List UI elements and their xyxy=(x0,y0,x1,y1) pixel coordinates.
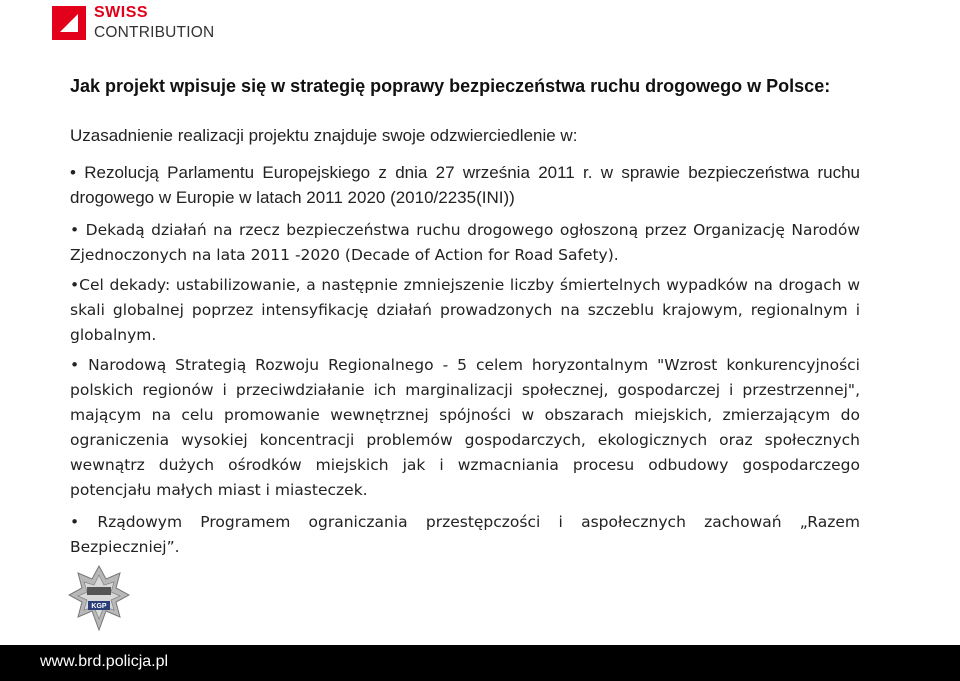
list-item: • Rezolucją Parlamentu Europejskiego z dnia 27 września 2011 r. w sprawie bezpieczeństwa ruchu drogowego w Europie w latach 2011 2020 (2010/2235(INI)) xyxy=(70,163,860,207)
list-item: • Rządowym Programem ograniczania przestępczości i aspołecznych zachowań „Razem Bezpieczniej”. xyxy=(70,513,860,556)
swiss-flag-icon xyxy=(52,6,86,40)
list-item: • Narodową Strategią Rozwoju Regionalnego - 5 celem horyzontalnym "Wzrost konkurencyjności polskich regionów i przeciwdziałanie ich marginalizacji społecznej, gospodarczej i przestrzennej", mającym na celu promowanie wewnętrznej spójności w obszarach miejskich, zmierzającym do ograniczenia wysokiej koncentracji problemów gospodarczych, ekologicznych oraz społecznych wewnątrz dużych ośrodków miejskich jak i wzmacniania procesu odbudowy gospodarczego potencjału małych miast i miasteczek. xyxy=(70,356,860,499)
list-item: •Cel dekady: ustabilizowanie, a następnie zmniejszenie liczby śmiertelnych wypadków na drogach w skali globalnej poprzez intensyfikację działań prowadzonych na szczeblu krajowym, regionalnym i globalnym. xyxy=(70,276,860,344)
brand-line-2: CONTRIBUTION xyxy=(94,24,215,41)
intro-text: Uzasadnienie realizacji projektu znajduje swoje odzwierciedlenie w: xyxy=(70,126,578,145)
svg-text:KGP: KGP xyxy=(91,603,107,610)
swiss-contribution-logo xyxy=(52,4,222,42)
footer-url[interactable]: www.brd.policja.pl xyxy=(40,653,169,670)
brand-line-1: SWISS xyxy=(94,4,149,21)
footer-bar xyxy=(0,645,960,681)
police-badge-icon xyxy=(68,565,130,631)
list-item: • Dekadą działań na rzecz bezpieczeństwa ruchu drogowego ogłoszoną przez Organizację Narodów Zjednoczonych na lata 2011 -2020 (Decade of Action for Road Safety). xyxy=(70,221,860,264)
page-heading: Jak projekt wpisuje się w strategię poprawy bezpieczeństwa ruchu drogowego w Polsce: xyxy=(70,76,831,96)
